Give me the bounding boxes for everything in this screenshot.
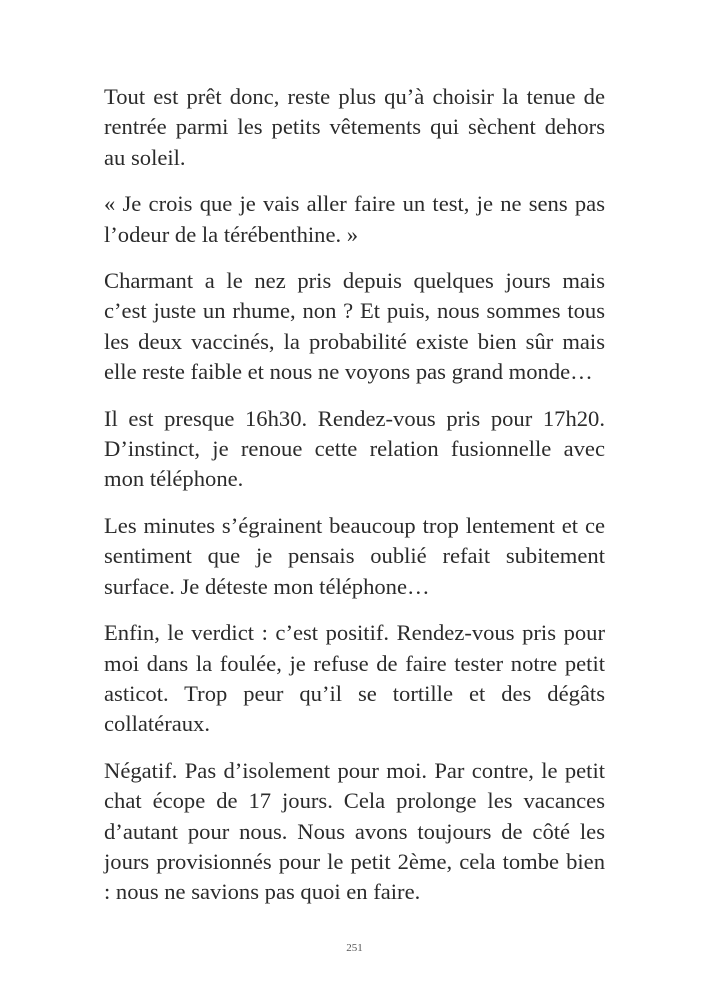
paragraph-4: Il est presque 16h30. Rendez-vous pris pour 17h20. D’instinct, je renoue cette relation fusionnelle avec mon téléphone. <box>104 405 605 492</box>
paragraph-1: Tout est prêt donc, reste plus qu’à choisir la tenue de rentrée parmi les petits vêtements qui sèchent dehors au soleil. <box>104 84 605 170</box>
paragraph-5: Les minutes s’égrainent beaucoup trop lentement et ce sentiment que je pensais oublié refait subitement surface. Je déteste mon téléphone… <box>104 512 605 599</box>
paragraph-2: « Je crois que je vais aller faire un test, je ne sens pas l’odeur de la térébenthine. » <box>104 191 605 247</box>
paragraph-6: Enfin, le verdict : c’est positif. Rendez-vous pris pour moi dans la foulée, je refuse de faire tester notre petit asticot. Trop peur qu’il se tortille et des dégâts collatéraux. <box>104 620 605 737</box>
page-number: 251 <box>346 942 363 954</box>
paragraph-7: Négatif. Pas d’isolement pour moi. Par contre, le petit chat écope de 17 jours. Cela prolonge les vacances d’autant pour nous. Nous avons toujours de côté les jours provisionnés pour le petit 2ème, cela tombe bien : nous ne savions pas quoi en faire. <box>104 757 605 905</box>
body-text <box>104 82 605 924</box>
paragraph-3: Charmant a le nez pris depuis quelques jours mais c’est juste un rhume, non ? Et puis, nous sommes tous les deux vaccinés, la probabilité existe bien sûr mais elle reste faible et nous ne voyons pas grand monde… <box>104 268 605 385</box>
